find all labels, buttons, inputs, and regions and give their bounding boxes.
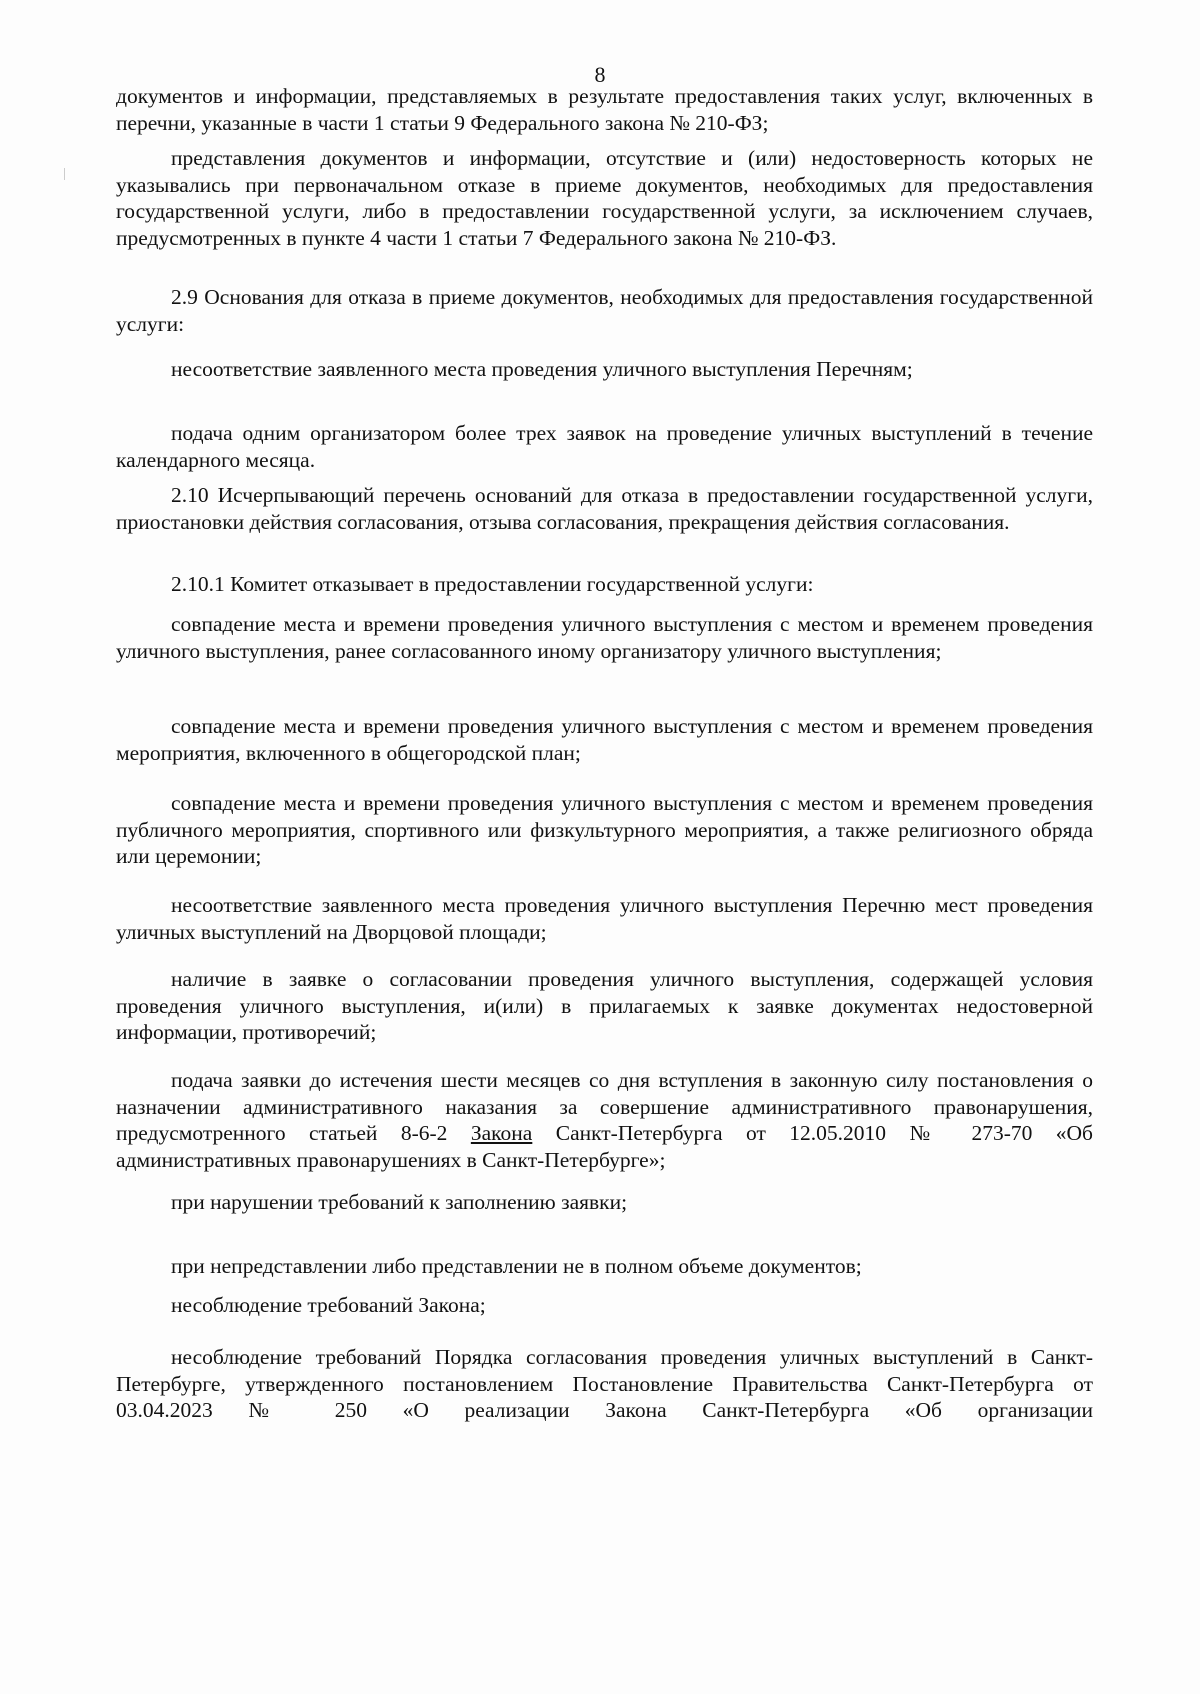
paragraph-three-applications: подача одним организатором более трех заявок на проведение уличных выступлений в течение календарного месяца. <box>116 421 1093 472</box>
paragraph-incomplete-documents: при непредставлении либо представлении не в полном объеме документов; <box>171 1254 862 1278</box>
paragraph-place-mismatch: несоответствие заявленного места проведения уличного выступления Перечням; <box>171 357 913 381</box>
paragraph-documents-info: представления документов и информации, отсутствие и (или) недостоверность которых не указывались при первоначальном отказе в приеме документов, необходимых для предоставления государственной услуги, либо в предоставлении государственной услуги, за исключением случаев, предусмотренных в пункте 4 части 1 статьи 7 Федерального закона № 210-ФЗ. <box>116 146 1093 250</box>
paragraph-form-violation: при нарушении требований к заполнению заявки; <box>171 1190 628 1214</box>
section-2-9-heading: 2.9 Основания для отказа в приеме документов, необходимых для предоставления государственной услуги: <box>116 285 1093 336</box>
paragraph-coincidence-city-plan: совпадение места и времени проведения уличного выступления с местом и временем проведения мероприятия, включенного в общегородской план; <box>116 714 1093 765</box>
paragraph-false-information: наличие в заявке о согласовании проведения уличного выступления, содержащей условия проведения уличного выступления, и(или) в прилагаемых к заявке документах недостоверной информации, противоречий; <box>116 967 1093 1044</box>
paragraph-coincidence-other-organizer: совпадение места и времени проведения уличного выступления с местом и временем проведения уличного выступления, ранее согласованного иному организатору уличного выступления; <box>116 612 1093 663</box>
paragraph-six-months <box>116 1067 1093 1173</box>
paragraph-six-months-text: подача заявки до истечения шести месяцев со дня вступления в законную силу постановления о назначении административного наказания за совершение административного правонарушения, предусмотренного статьей 8-6-2 <box>116 1068 1093 1145</box>
paragraph-six-months-tail: Санкт-Петербурга от 12.05.2010 № 273-70 «Об административных правонарушениях в Санкт-Петербурге»; <box>116 1121 1093 1172</box>
paragraph-coincidence-public-event: совпадение места и времени проведения уличного выступления с местом и временем проведения публичного мероприятия, спортивного или физкультурного мероприятия, а также религиозного обряда или церемонии; <box>116 791 1093 868</box>
scan-artifact <box>64 168 65 180</box>
section-2-10-1-heading: 2.10.1 Комитет отказывает в предоставлении государственной услуги: <box>171 572 814 596</box>
law-link[interactable]: Закона <box>470 1121 533 1145</box>
page-number: 8 <box>594 62 606 87</box>
section-2-10-heading: 2.10 Исчерпывающий перечень оснований для отказа в предоставлении государственной услуги, приостановки действия согласования, отзыва согласования, прекращения действия согласования. <box>116 483 1093 534</box>
paragraph-continuation: документов и информации, представляемых в результате предоставления таких услуг, включенных в перечни, указанные в части 1 статьи 9 Федерального закона № 210-ФЗ; <box>116 84 1093 135</box>
paragraph-palace-square: несоответствие заявленного места проведения уличного выступления Перечню мест проведения уличных выступлений на Дворцовой площади; <box>116 893 1093 944</box>
paragraph-procedure-noncompliance: несоблюдение требований Порядка согласования проведения уличных выступлений в Санкт-Петербурге, утвержденного постановлением Постановление Правительства Санкт-Петербурга от 03.04.2023 № 250 «О реализации Закона Санкт-Петербурга «Об организации <box>116 1345 1093 1422</box>
paragraph-law-noncompliance: несоблюдение требований Закона; <box>171 1293 486 1317</box>
